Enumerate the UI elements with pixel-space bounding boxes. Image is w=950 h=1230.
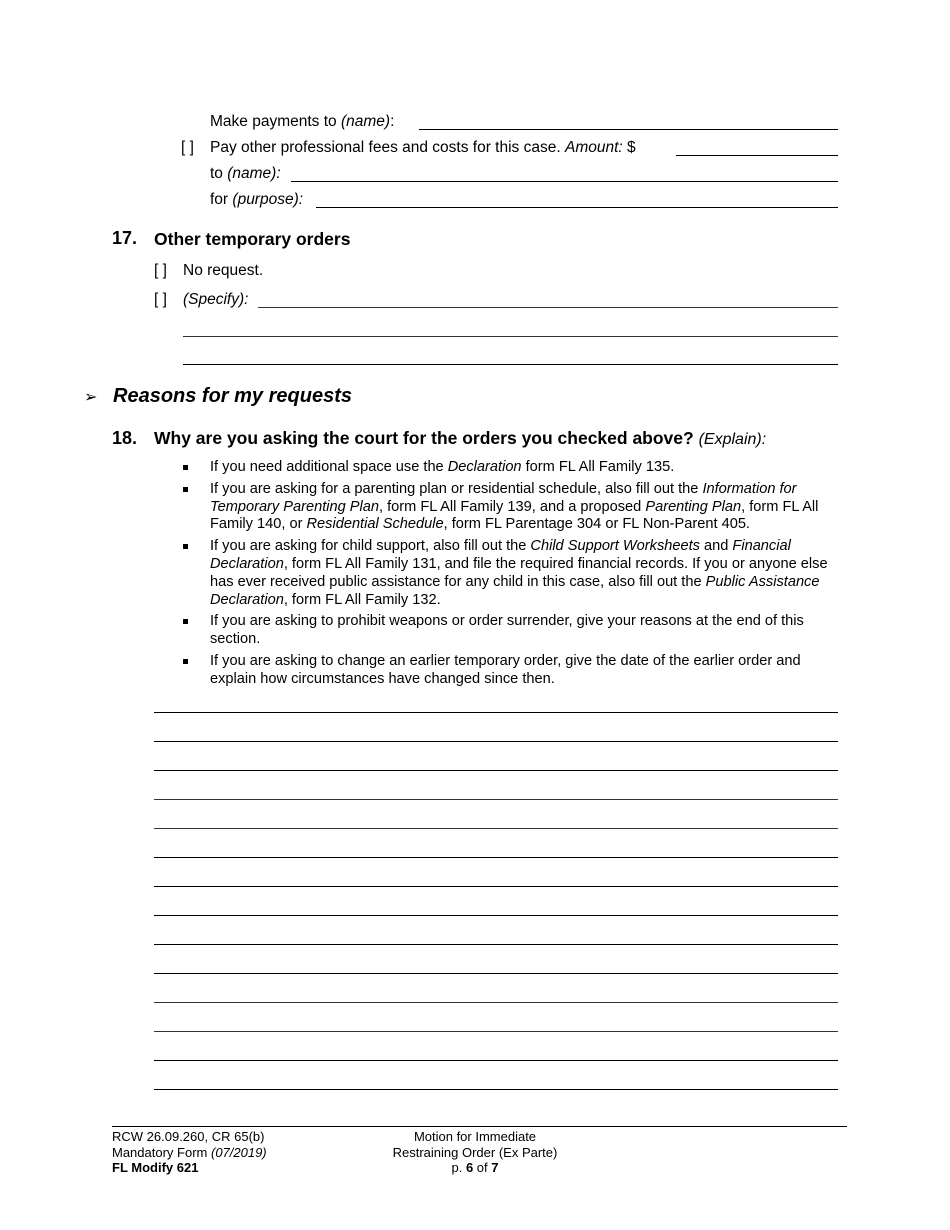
list-item: If you need additional space use the Declaration form FL All Family 135. [183,459,843,477]
explain-line[interactable] [154,799,838,800]
fees-purpose-field[interactable] [316,207,838,208]
footer-center: Motion for Immediate Restraining Order (Ex Parte) p. 6 of 7 [355,1129,595,1176]
explain-line[interactable] [154,973,838,974]
to-name-label: to (name): [210,165,281,182]
explain-line[interactable] [154,741,838,742]
section-18-title: Why are you asking the court for the orders you checked above? (Explain): [154,428,767,448]
explain-line[interactable] [154,915,838,916]
specify-label: (Specify): [183,291,249,308]
section-17-number: 17. [112,228,138,248]
instructions-list [183,459,843,693]
specify-checkbox[interactable]: [ ] [154,291,167,308]
other-fees-label: Pay other professional fees and costs for this case. Amount: $ [210,139,636,156]
explain-line[interactable] [154,828,838,829]
bullet-icon [183,544,188,549]
explain-line[interactable] [154,1002,838,1003]
footer-left: RCW 26.09.260, CR 65(b) Mandatory Form (07/2019) FL Modify 621 [112,1129,267,1175]
bullet-icon [183,487,188,492]
fees-amount-field[interactable] [676,155,838,156]
explain-line[interactable] [154,944,838,945]
explain-line[interactable] [154,857,838,858]
specify-line-3[interactable] [183,364,838,365]
arrow-bullet-icon: ➢ [84,389,98,406]
page-number: p. 6 of 7 [451,1160,499,1175]
list-item: If you are asking to prohibit weapons or order surrender, give your reasons at the end of this section. [183,613,843,649]
section-17-title: Other temporary orders [154,229,351,249]
explain-line[interactable] [154,1060,838,1061]
no-request-label: No request. [183,262,264,279]
section-18-number: 18. [112,428,138,448]
specify-line-2[interactable] [183,336,838,337]
list-item: If you are asking for child support, also fill out the Child Support Worksheets and Financial Declaration, form FL All Family 131, and file the required financial records. If you or anyone else has ever received public assistance for any child in this case, also fill out the Public Assistance Declaration, form FL All Family 132. [183,538,843,609]
explain-line[interactable] [154,770,838,771]
fees-to-name-field[interactable] [291,181,838,182]
bullet-icon [183,619,188,624]
explain-line[interactable] [154,1089,838,1090]
bullet-icon [183,465,188,470]
explain-line[interactable] [154,1031,838,1032]
payments-name-field[interactable] [419,129,838,130]
list-item: If you are asking to change an earlier temporary order, give the date of the earlier order and explain how circumstances have changed since then. [183,653,843,689]
no-request-checkbox[interactable]: [ ] [154,262,167,279]
for-purpose-label: for (purpose): [210,191,304,208]
footer-divider [112,1126,847,1127]
bullet-icon [183,659,188,664]
make-payments-label: Make payments to (name): [210,113,395,130]
list-item: If you are asking for a parenting plan or residential schedule, also fill out the Information for Temporary Parenting Plan, form FL All Family 139, and a proposed Parenting Plan, form FL All Family 140, or Residential Schedule, form FL Parentage 304 or FL Non-Parent 405. [183,481,843,534]
explain-line[interactable] [154,712,838,713]
specify-field[interactable] [258,307,838,308]
reasons-heading: Reasons for my requests [113,385,352,407]
other-fees-checkbox[interactable]: [ ] [181,139,194,156]
explain-line[interactable] [154,886,838,887]
